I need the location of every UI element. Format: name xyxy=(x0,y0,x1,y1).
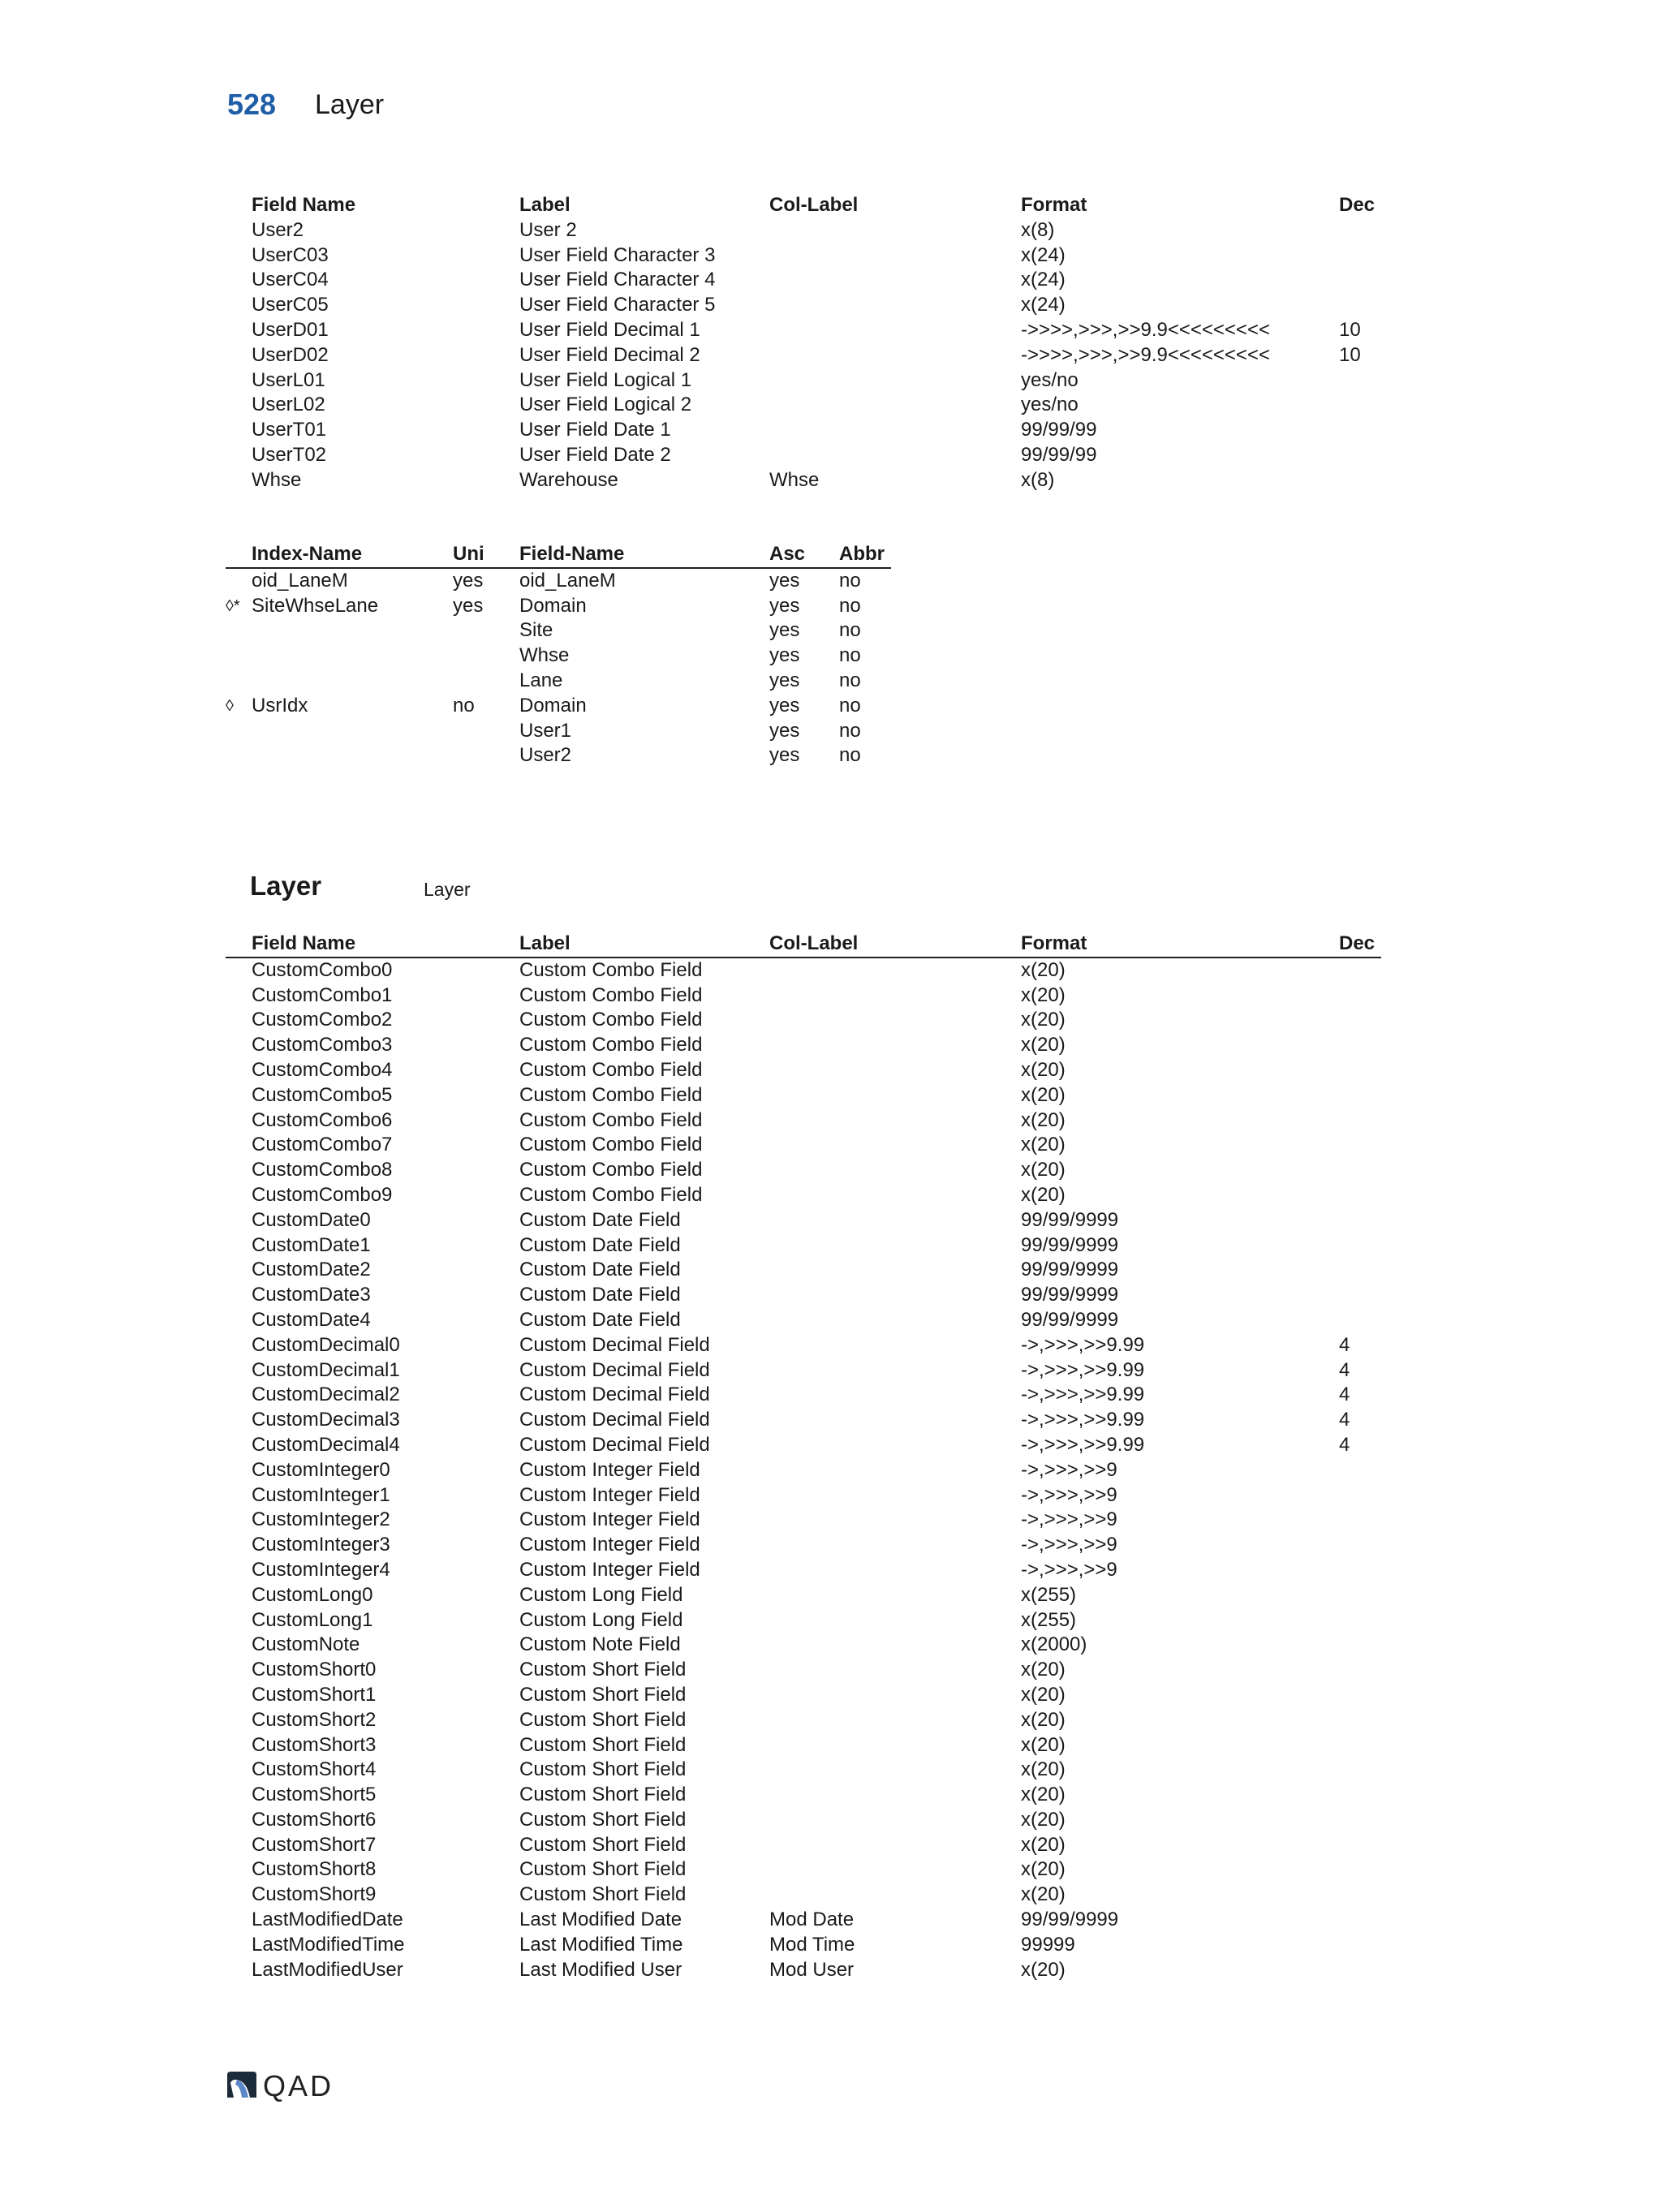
table-row xyxy=(226,318,1378,343)
field-name-cell: LastModifiedTime xyxy=(252,1933,405,1956)
table-row xyxy=(226,1808,1378,1833)
dec-cell: 4 xyxy=(1339,1433,1350,1456)
table-row xyxy=(226,468,1378,493)
label-cell: Last Modified Time xyxy=(519,1933,683,1956)
field-name-cell: Lane xyxy=(519,669,563,691)
label-cell: Custom Combo Field xyxy=(519,1134,703,1156)
abbr-cell: no xyxy=(839,619,861,642)
label-cell: User Field Decimal 1 xyxy=(519,318,700,341)
header-col-label: Col-Label xyxy=(769,932,859,954)
unique-cell: yes xyxy=(453,569,484,592)
field-name-cell: CustomShort6 xyxy=(252,1808,377,1831)
field-name-cell: Domain xyxy=(519,594,587,617)
table-row xyxy=(226,1458,1378,1483)
header-format: Format xyxy=(1021,194,1087,216)
dec-cell: 4 xyxy=(1339,1358,1350,1381)
field-name-cell: CustomShort4 xyxy=(252,1758,377,1781)
abbr-cell: no xyxy=(839,569,861,592)
label-cell: Custom Integer Field xyxy=(519,1483,700,1506)
format-cell: x(8) xyxy=(1021,468,1055,491)
table-row xyxy=(226,1408,1378,1433)
index-marker: ◊* xyxy=(226,596,240,615)
dec-cell: 4 xyxy=(1339,1384,1350,1406)
format-cell: x(20) xyxy=(1021,983,1066,1006)
format-cell: x(20) xyxy=(1021,1758,1066,1781)
field-name-cell: CustomCombo1 xyxy=(252,983,393,1006)
format-cell: ->,>>>,>>9 xyxy=(1021,1534,1117,1556)
table-row xyxy=(226,958,1378,983)
format-cell: x(20) xyxy=(1021,958,1066,981)
field-name-cell: UserD02 xyxy=(252,343,329,366)
field-name-cell: User2 xyxy=(252,218,304,241)
format-cell: 99/99/99 xyxy=(1021,419,1097,441)
format-cell: x(255) xyxy=(1021,1583,1077,1606)
field-name-cell: CustomDate1 xyxy=(252,1233,371,1256)
table-row xyxy=(226,368,1378,394)
format-cell: 99999 xyxy=(1021,1933,1075,1956)
label-cell: Custom Date Field xyxy=(519,1208,681,1231)
label-cell: Custom Date Field xyxy=(519,1284,681,1306)
unique-cell: no xyxy=(453,694,475,717)
table-row xyxy=(226,1308,1378,1333)
table-row xyxy=(226,643,891,669)
format-cell: x(20) xyxy=(1021,1108,1066,1131)
label-cell: Custom Short Field xyxy=(519,1683,687,1706)
field-name-cell: User2 xyxy=(519,744,572,767)
format-cell: ->>>>,>>>,>>9.9<<<<<<<<< xyxy=(1021,343,1270,366)
field-name-cell: CustomDecimal2 xyxy=(252,1384,400,1406)
field-name-cell: CustomShort1 xyxy=(252,1683,377,1706)
header-asc: Asc xyxy=(769,543,806,565)
label-cell: Warehouse xyxy=(519,468,618,491)
label-cell: Custom Integer Field xyxy=(519,1558,700,1581)
format-cell: ->,>>>,>>9.99 xyxy=(1021,1433,1145,1456)
table-row xyxy=(226,669,891,694)
field-name-cell: CustomShort9 xyxy=(252,1883,377,1906)
label-cell: Last Modified User xyxy=(519,1958,682,1981)
abbr-cell: no xyxy=(839,694,861,717)
dec-cell: 10 xyxy=(1339,343,1361,366)
col-label-cell: Whse xyxy=(769,468,820,491)
field-name-cell: CustomCombo5 xyxy=(252,1083,393,1106)
table-header-row xyxy=(226,932,1378,957)
format-cell: x(255) xyxy=(1021,1608,1077,1631)
qad-logo xyxy=(226,2069,334,2103)
format-cell: ->,>>>,>>9 xyxy=(1021,1558,1117,1581)
label-cell: Custom Combo Field xyxy=(519,958,703,981)
label-cell: Custom Combo Field xyxy=(519,983,703,1006)
field-name-cell: CustomCombo8 xyxy=(252,1159,393,1181)
table-header-row xyxy=(226,193,1378,218)
format-cell: ->,>>>,>>9.99 xyxy=(1021,1384,1145,1406)
header-field-name: Field Name xyxy=(252,194,356,216)
label-cell: Custom Integer Field xyxy=(519,1534,700,1556)
field-name-cell: LastModifiedUser xyxy=(252,1958,403,1981)
table-row xyxy=(226,1333,1378,1358)
asc-cell: yes xyxy=(769,619,800,642)
asc-cell: yes xyxy=(769,594,800,617)
format-cell: x(20) xyxy=(1021,1733,1066,1756)
field-name-cell: CustomCombo0 xyxy=(252,958,393,981)
label-cell: User Field Character 5 xyxy=(519,294,716,316)
format-cell: 99/99/9999 xyxy=(1021,1284,1119,1306)
unique-cell: yes xyxy=(453,594,484,617)
abbr-cell: no xyxy=(839,644,861,667)
table-row xyxy=(226,268,1378,293)
table-row xyxy=(226,1158,1378,1183)
format-cell: 99/99/9999 xyxy=(1021,1208,1119,1231)
label-cell: Custom Decimal Field xyxy=(519,1384,710,1406)
field-name-cell: CustomShort3 xyxy=(252,1733,377,1756)
label-cell: Custom Short Field xyxy=(519,1808,687,1831)
field-name-cell: UserL02 xyxy=(252,394,325,416)
table-row xyxy=(226,1283,1378,1308)
table-row xyxy=(226,1358,1378,1384)
abbr-cell: no xyxy=(839,744,861,767)
qad-logo-icon xyxy=(226,2070,258,2103)
table-row xyxy=(226,1683,1378,1708)
table-row xyxy=(226,1758,1378,1783)
field-name-cell: Whse xyxy=(252,468,302,491)
table-row xyxy=(226,1733,1378,1758)
format-cell: x(20) xyxy=(1021,1683,1066,1706)
header-label: Label xyxy=(519,932,571,954)
label-cell: Custom Short Field xyxy=(519,1883,687,1906)
label-cell: Custom Long Field xyxy=(519,1608,683,1631)
label-cell: Custom Integer Field xyxy=(519,1458,700,1481)
format-cell: x(20) xyxy=(1021,1784,1066,1806)
format-cell: ->,>>>,>>9 xyxy=(1021,1508,1117,1531)
page-header-title: Layer xyxy=(315,89,385,120)
dec-cell: 10 xyxy=(1339,318,1361,341)
table-row xyxy=(226,1608,1378,1633)
header-col-label: Col-Label xyxy=(769,194,859,216)
table-row xyxy=(226,243,1378,269)
index-name-cell: UsrIdx xyxy=(252,694,308,717)
table-row xyxy=(226,1533,1378,1558)
table-row xyxy=(226,1083,1378,1108)
label-cell: Custom Decimal Field xyxy=(519,1433,710,1456)
dec-cell: 4 xyxy=(1339,1333,1350,1356)
table-row xyxy=(226,343,1378,368)
field-name-cell: CustomCombo6 xyxy=(252,1108,393,1131)
label-cell: User Field Character 3 xyxy=(519,243,716,266)
format-cell: x(20) xyxy=(1021,1034,1066,1057)
table-row xyxy=(226,1558,1378,1583)
asc-cell: yes xyxy=(769,669,800,691)
field-name-cell: UserC04 xyxy=(252,269,329,291)
asc-cell: yes xyxy=(769,644,800,667)
table-row xyxy=(226,443,1378,468)
field-name-cell: CustomDate2 xyxy=(252,1259,371,1281)
header-dec: Dec xyxy=(1339,194,1376,216)
format-cell: x(20) xyxy=(1021,1009,1066,1031)
field-name-cell: CustomDecimal0 xyxy=(252,1333,400,1356)
format-cell: x(24) xyxy=(1021,269,1066,291)
label-cell: Last Modified Date xyxy=(519,1909,682,1931)
table-row xyxy=(226,218,1378,243)
format-cell: x(20) xyxy=(1021,1958,1066,1981)
asc-cell: yes xyxy=(769,744,800,767)
format-cell: yes/no xyxy=(1021,368,1079,391)
table-row xyxy=(226,1783,1378,1808)
col-label-cell: Mod User xyxy=(769,1958,855,1981)
asc-cell: yes xyxy=(769,569,800,592)
format-cell: x(20) xyxy=(1021,1833,1066,1856)
format-cell: 99/99/9999 xyxy=(1021,1308,1119,1331)
field-name-cell: Domain xyxy=(519,694,587,717)
table-row xyxy=(226,569,891,594)
field-name-cell: CustomDate0 xyxy=(252,1208,371,1231)
format-cell: ->,>>>,>>9 xyxy=(1021,1483,1117,1506)
index-name-cell: SiteWhseLane xyxy=(252,594,379,617)
field-name-cell: Site xyxy=(519,619,553,642)
field-name-cell: CustomShort7 xyxy=(252,1833,377,1856)
table-row xyxy=(226,1583,1378,1608)
table-row xyxy=(226,1883,1378,1908)
field-name-cell: CustomCombo9 xyxy=(252,1183,393,1206)
label-cell: User Field Logical 2 xyxy=(519,394,692,416)
header-dec: Dec xyxy=(1339,932,1376,954)
abbr-cell: no xyxy=(839,719,861,742)
table-row xyxy=(226,1258,1378,1283)
field-name-cell: CustomDate3 xyxy=(252,1284,371,1306)
field-name-cell: Whse xyxy=(519,644,570,667)
format-cell: 99/99/9999 xyxy=(1021,1909,1119,1931)
table-row xyxy=(226,1008,1378,1033)
table-row xyxy=(226,1383,1378,1408)
field-name-cell: CustomLong1 xyxy=(252,1608,373,1631)
format-cell: ->,>>>,>>9.99 xyxy=(1021,1409,1145,1431)
table-row xyxy=(226,743,891,768)
index-name-cell: oid_LaneM xyxy=(252,569,348,592)
label-cell: Custom Note Field xyxy=(519,1633,681,1656)
field-name-cell: CustomNote xyxy=(252,1633,360,1656)
field-name-cell: CustomDecimal3 xyxy=(252,1409,400,1431)
table-row xyxy=(226,1133,1378,1158)
table-row xyxy=(226,1108,1378,1134)
table-row xyxy=(226,1058,1378,1083)
field-name-cell: CustomShort0 xyxy=(252,1659,377,1681)
format-cell: x(20) xyxy=(1021,1058,1066,1081)
field-name-cell: CustomDate4 xyxy=(252,1308,371,1331)
table-row xyxy=(226,1708,1378,1733)
field-name-cell: CustomCombo2 xyxy=(252,1009,393,1031)
label-cell: User Field Logical 1 xyxy=(519,368,692,391)
index-table xyxy=(226,542,891,768)
field-name-cell: CustomDecimal4 xyxy=(252,1433,400,1456)
format-cell: x(24) xyxy=(1021,243,1066,266)
label-cell: Custom Date Field xyxy=(519,1259,681,1281)
field-name-cell: CustomInteger2 xyxy=(252,1508,390,1531)
format-cell: x(20) xyxy=(1021,1083,1066,1106)
asc-cell: yes xyxy=(769,719,800,742)
label-cell: Custom Short Field xyxy=(519,1858,687,1881)
label-cell: User Field Date 1 xyxy=(519,419,671,441)
table-row xyxy=(226,393,1378,418)
page-number: 528 xyxy=(227,88,277,121)
format-cell: 99/99/9999 xyxy=(1021,1233,1119,1256)
col-label-cell: Mod Time xyxy=(769,1933,855,1956)
table-row xyxy=(226,1958,1378,1983)
table-row xyxy=(226,1908,1378,1933)
format-cell: ->,>>>,>>9.99 xyxy=(1021,1333,1145,1356)
format-cell: x(20) xyxy=(1021,1883,1066,1906)
label-cell: Custom Combo Field xyxy=(519,1058,703,1081)
format-cell: yes/no xyxy=(1021,394,1079,416)
label-cell: Custom Combo Field xyxy=(519,1034,703,1057)
label-cell: Custom Short Field xyxy=(519,1708,687,1731)
table-row xyxy=(226,719,891,744)
label-cell: Custom Short Field xyxy=(519,1733,687,1756)
label-cell: Custom Decimal Field xyxy=(519,1333,710,1356)
field-name-cell: LastModifiedDate xyxy=(252,1909,403,1931)
header-abbr: Abbr xyxy=(839,543,885,565)
format-cell: x(8) xyxy=(1021,218,1055,241)
field-name-cell: CustomInteger0 xyxy=(252,1458,390,1481)
field-name-cell: UserC05 xyxy=(252,294,329,316)
label-cell: Custom Short Field xyxy=(519,1833,687,1856)
table-row xyxy=(226,694,891,719)
format-cell: ->,>>>,>>9 xyxy=(1021,1458,1117,1481)
table-row xyxy=(226,293,1378,318)
label-cell: Custom Short Field xyxy=(519,1758,687,1781)
header-field-name: Field-Name xyxy=(519,543,625,565)
table-title: Layer xyxy=(250,871,322,901)
fields-table-2 xyxy=(226,932,1378,1982)
format-cell: x(2000) xyxy=(1021,1633,1087,1656)
table-row xyxy=(226,1833,1378,1858)
header-index-name: Index-Name xyxy=(252,543,363,565)
label-cell: Custom Long Field xyxy=(519,1583,683,1606)
table-row xyxy=(226,1633,1378,1658)
field-name-cell: UserL01 xyxy=(252,368,325,391)
table-row xyxy=(226,1208,1378,1233)
table-row xyxy=(226,1183,1378,1208)
format-cell: ->>>>,>>>,>>9.9<<<<<<<<< xyxy=(1021,318,1270,341)
abbr-cell: no xyxy=(839,594,861,617)
label-cell: User Field Decimal 2 xyxy=(519,343,700,366)
table-header-row xyxy=(226,542,891,567)
label-cell: Custom Decimal Field xyxy=(519,1409,710,1431)
col-label-cell: Mod Date xyxy=(769,1909,855,1931)
table-row xyxy=(226,1483,1378,1508)
table-row xyxy=(226,1508,1378,1533)
dec-cell: 4 xyxy=(1339,1409,1350,1431)
format-cell: x(24) xyxy=(1021,294,1066,316)
table-description: Layer xyxy=(424,879,471,900)
label-cell: Custom Short Field xyxy=(519,1659,687,1681)
table-row xyxy=(226,418,1378,443)
label-cell: User Field Character 4 xyxy=(519,269,716,291)
field-name-cell: User1 xyxy=(519,719,572,742)
label-cell: User Field Date 2 xyxy=(519,443,671,466)
table-row xyxy=(226,1033,1378,1058)
header-label: Label xyxy=(519,194,571,216)
format-cell: 99/99/9999 xyxy=(1021,1259,1119,1281)
label-cell: Custom Combo Field xyxy=(519,1183,703,1206)
field-name-cell: CustomLong0 xyxy=(252,1583,373,1606)
label-cell: Custom Integer Field xyxy=(519,1508,700,1531)
logo-text: QAD xyxy=(263,2069,334,2102)
table-row xyxy=(226,594,891,619)
field-name-cell: UserT02 xyxy=(252,443,327,466)
field-name-cell: CustomInteger1 xyxy=(252,1483,390,1506)
fields-table-1 xyxy=(226,193,1378,493)
label-cell: Custom Combo Field xyxy=(519,1159,703,1181)
label-cell: User 2 xyxy=(519,218,577,241)
format-cell: x(20) xyxy=(1021,1808,1066,1831)
label-cell: Custom Date Field xyxy=(519,1308,681,1331)
header-uni: Uni xyxy=(453,543,484,565)
field-name-cell: CustomShort2 xyxy=(252,1708,377,1731)
asc-cell: yes xyxy=(769,694,800,717)
label-cell: Custom Combo Field xyxy=(519,1083,703,1106)
field-name-cell: CustomCombo4 xyxy=(252,1058,393,1081)
table-row xyxy=(226,1857,1378,1883)
format-cell: x(20) xyxy=(1021,1183,1066,1206)
field-name-cell: CustomInteger3 xyxy=(252,1534,390,1556)
label-cell: Custom Combo Field xyxy=(519,1009,703,1031)
field-name-cell: CustomCombo3 xyxy=(252,1034,393,1057)
label-cell: Custom Date Field xyxy=(519,1233,681,1256)
format-cell: 99/99/99 xyxy=(1021,443,1097,466)
label-cell: Custom Combo Field xyxy=(519,1108,703,1131)
field-name-cell: oid_LaneM xyxy=(519,569,616,592)
field-name-cell: CustomShort8 xyxy=(252,1858,377,1881)
label-cell: Custom Decimal Field xyxy=(519,1358,710,1381)
field-name-cell: UserD01 xyxy=(252,318,329,341)
field-name-cell: UserC03 xyxy=(252,243,329,266)
format-cell: x(20) xyxy=(1021,1159,1066,1181)
field-name-cell: CustomCombo7 xyxy=(252,1134,393,1156)
field-name-cell: UserT01 xyxy=(252,419,327,441)
header-format: Format xyxy=(1021,932,1087,954)
table-row xyxy=(226,1933,1378,1958)
index-marker: ◊ xyxy=(226,696,234,715)
table-row xyxy=(226,1233,1378,1259)
format-cell: x(20) xyxy=(1021,1708,1066,1731)
table-row xyxy=(226,983,1378,1009)
table-row xyxy=(226,618,891,643)
table-row xyxy=(226,1433,1378,1458)
label-cell: Custom Short Field xyxy=(519,1784,687,1806)
table-row xyxy=(226,1658,1378,1683)
format-cell: x(20) xyxy=(1021,1134,1066,1156)
format-cell: x(20) xyxy=(1021,1659,1066,1681)
header-field-name: Field Name xyxy=(252,932,356,954)
field-name-cell: CustomInteger4 xyxy=(252,1558,390,1581)
abbr-cell: no xyxy=(839,669,861,691)
format-cell: x(20) xyxy=(1021,1858,1066,1881)
field-name-cell: CustomDecimal1 xyxy=(252,1358,400,1381)
format-cell: ->,>>>,>>9.99 xyxy=(1021,1358,1145,1381)
field-name-cell: CustomShort5 xyxy=(252,1784,377,1806)
